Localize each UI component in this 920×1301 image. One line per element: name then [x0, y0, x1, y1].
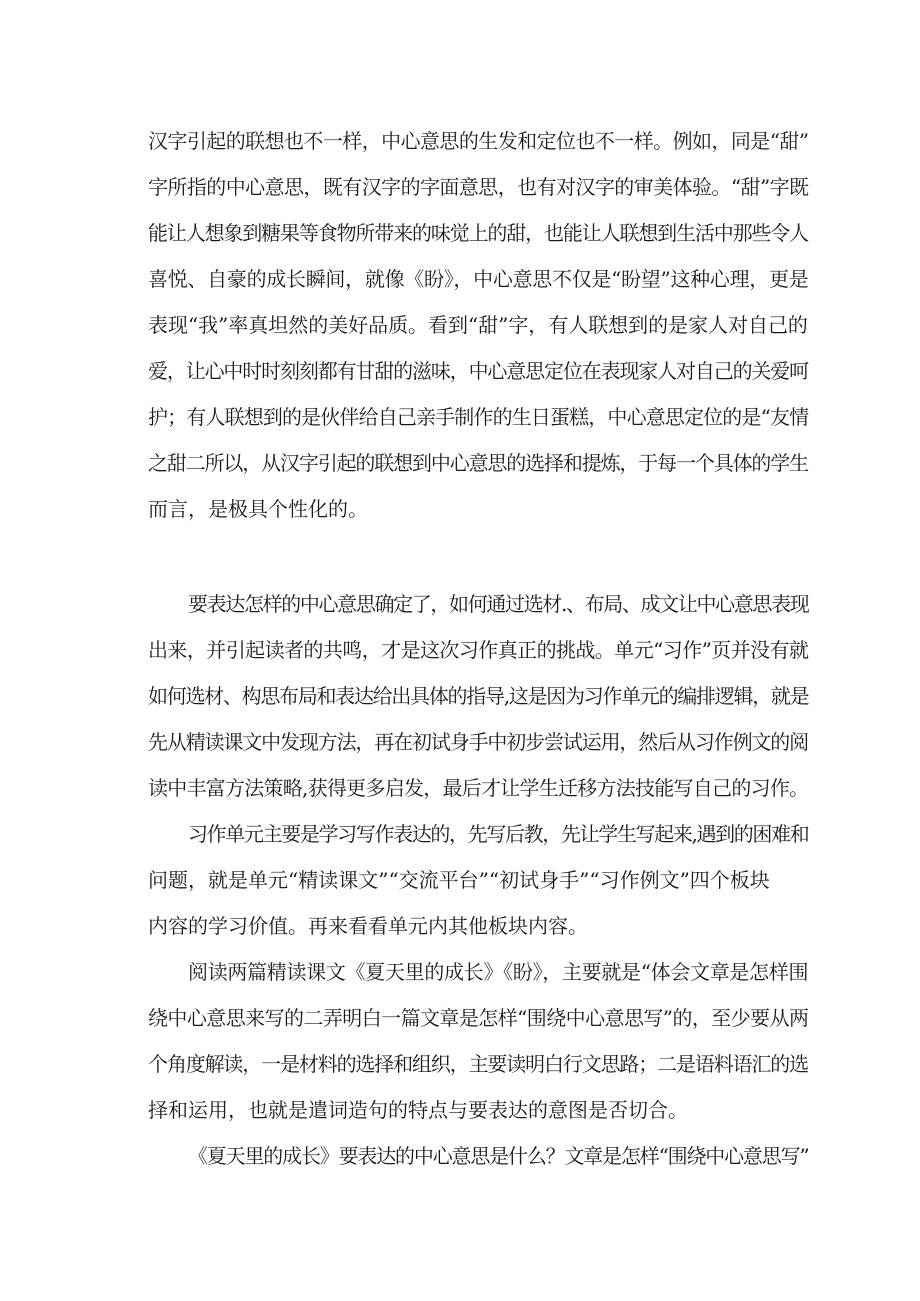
text-line: 如何选材、构思布局和表达给出具体的指导,这是因为习作单元的编排逻辑，就是 [148, 684, 809, 708]
text-line: 先从精读课文中发现方法，再在初试身手中初步尝试运用，然后从习作例文的阅 [148, 730, 808, 754]
text-line: 汉字引起的联想也不一样，中心意思的生发和定位也不一样。例如，同是“甜” [148, 129, 809, 153]
paragraph-3 [148, 811, 808, 949]
text-line: 习作单元主要是学习写作表达的，先写后教，先让学生写起来,遇到的困难和 [188, 822, 809, 846]
text-line: 能让人想象到糖果等食物所带来的味觉上的甜，也能让人联想到生活中那些令人 [148, 221, 808, 245]
text-line: 要表达怎样的中心意思确定了，如何通过选材.、布局、成文让中心意思表现 [188, 592, 809, 616]
text-line: 阅读两篇精读课文《夏天里的成长》《盼》，主要就是“体会文章是怎样围 [188, 960, 809, 984]
text-line: 爱，让心中时时刻刻都有甘甜的滋味，中心意思定位在表现家人对自己的关爱呵 [148, 359, 808, 383]
text-line: 而言，是极具个性化的。 [148, 497, 368, 521]
text-line: 护；有人联想到的是伙伴给自己亲手制作的生日蛋糕，中心意思定位的是“友情 [148, 405, 809, 429]
text-line: 表现“我”率真坦然的美好品质。看到“甜”字，有人联想到的是家人对自己的 [148, 313, 808, 337]
text-line: 出来，并引起读者的共鸣，才是这次习作真正的挑战。单元“习作”页并没有就 [148, 638, 809, 662]
text-line: 读中丰富方法策略,获得更多启发，最后才让学生迁移方法技能写自己的习作。 [148, 776, 809, 800]
text-line: 问题，就是单元“精读课文”“交流平台”“初试身手”“习作例文”四个板块 [148, 868, 770, 892]
text-line: 《夏天里的成长》要表达的中心意思是什么？文章是怎样“围绕中心意思写” [188, 1144, 809, 1168]
paragraph-4 [148, 949, 808, 1133]
text-line: 个角度解读，一是材料的选择和组织，主要读明白行文思路；二是语料语汇的选 [148, 1052, 808, 1076]
text-line: 择和运用，也就是遣词造句的特点与要表达的意图是否切合。 [148, 1098, 688, 1122]
text-line: 绕中心意思来写的二弄明白一篇文章是怎样“围绕中心意思写”的，至少要从两 [148, 1006, 809, 1030]
text-line: 内容的学习价值。再来看看单元内其他板块内容。 [148, 914, 588, 938]
paragraph-2 [148, 581, 808, 811]
paragraph-5 [148, 1133, 808, 1179]
text-line: 喜悦、自豪的成长瞬间，就像《盼》，中心意思不仅是“盼望”这种心理，更是 [148, 267, 809, 291]
paragraph-1 [148, 118, 808, 532]
text-line: 字所指的中心意思，既有汉字的字面意思，也有对汉字的审美体验。“甜”字既 [148, 175, 809, 199]
text-line: 之甜二所以，从汉字引起的联想到中心意思的选择和提炼，于每一个具体的学生 [148, 451, 808, 475]
